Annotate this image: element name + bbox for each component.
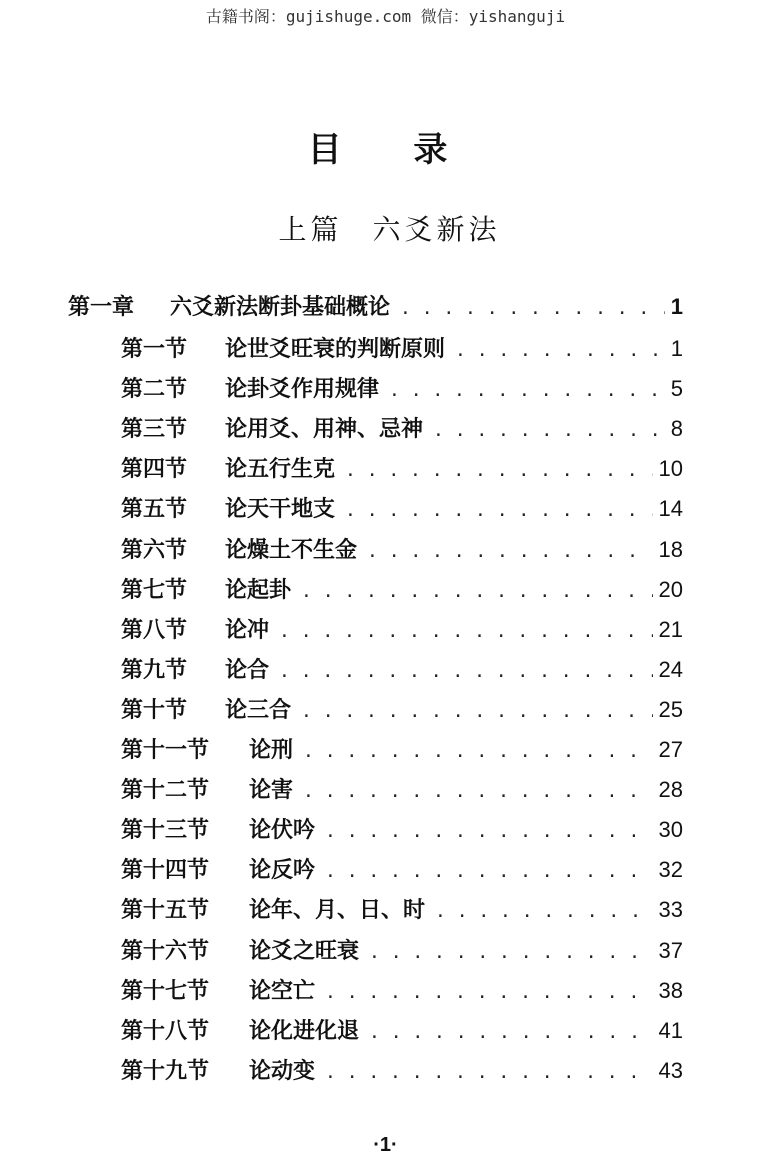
leader-dots [433, 414, 665, 448]
section-page: 25 [658, 696, 683, 722]
toc-section-entry [121, 853, 683, 887]
leader-dots [367, 535, 653, 569]
section-label: 第十五节 [121, 897, 210, 924]
toc-section-entry [121, 1014, 683, 1048]
section-title: 论害 [249, 777, 294, 804]
section-title: 论冲 [225, 616, 270, 643]
section-label: 第十七节 [121, 977, 210, 1004]
toc-section-entry [121, 372, 683, 406]
part-name: 六爻新法 [372, 213, 501, 246]
section-title: 论伏吟 [249, 817, 316, 844]
section-title: 论合 [225, 656, 270, 683]
section-page: 33 [658, 897, 683, 923]
toc-section-entry [121, 533, 683, 567]
leader-dots [435, 895, 653, 929]
section-title: 论起卦 [225, 576, 292, 603]
section-label: 第四节 [121, 456, 188, 483]
section-title: 论空亡 [249, 977, 316, 1004]
section-label: 第三节 [121, 416, 188, 443]
section-page: 27 [658, 737, 683, 762]
section-page: 43 [658, 1057, 683, 1083]
leader-dots [400, 292, 665, 326]
section-title: 论动变 [249, 1057, 316, 1084]
section-label: 第七节 [121, 576, 188, 603]
section-label: 第二节 [121, 376, 188, 403]
section-label: 第五节 [121, 496, 188, 523]
toc-section-entry [121, 613, 683, 647]
toc-section-entry [121, 412, 683, 446]
section-page: 21 [658, 616, 683, 642]
toc-section-entry [121, 1054, 683, 1088]
section-page: 24 [658, 656, 683, 682]
part-heading [0, 208, 771, 248]
part-label: 上篇 [278, 213, 343, 246]
section-label: 第十九节 [121, 1057, 210, 1084]
section-title: 论燥土不生金 [225, 536, 358, 563]
section-title: 论用爻、用神、忌神 [225, 416, 424, 443]
section-label: 第九节 [121, 656, 188, 683]
section-title: 论五行生克 [225, 456, 336, 483]
leader-dots [369, 936, 653, 970]
toc-section-entry [121, 693, 683, 727]
toc-section-entry [121, 974, 683, 1008]
toc-section-entry [121, 773, 683, 807]
toc-section-entry [121, 573, 683, 607]
page-title: 目 录 [307, 130, 478, 170]
section-label: 第十节 [121, 696, 188, 723]
section-title: 论化进化退 [249, 1017, 360, 1044]
leader-dots [279, 615, 653, 649]
leader-dots [303, 775, 653, 809]
leader-dots [345, 494, 653, 528]
toc-section-entry [121, 733, 683, 767]
section-title: 论卦爻作用规律 [225, 376, 380, 403]
leader-dots [301, 695, 653, 729]
leader-dots [301, 575, 653, 609]
toc-section-entry [121, 492, 683, 526]
chapter-label: 第一章 [68, 295, 135, 320]
section-title: 论刑 [249, 737, 294, 763]
section-label: 第十三节 [121, 817, 210, 844]
leader-dots [325, 976, 653, 1010]
section-title: 论年、月、日、时 [249, 897, 426, 924]
leader-dots [345, 454, 653, 488]
section-label: 第十一节 [121, 737, 210, 763]
section-page: 38 [658, 977, 683, 1003]
section-title: 论天干地支 [225, 496, 336, 523]
section-title: 论世爻旺衰的判断原则 [225, 336, 446, 362]
section-page: 18 [658, 536, 683, 562]
section-title: 论三合 [225, 696, 292, 723]
section-page: 5 [670, 376, 683, 402]
leader-dots [279, 655, 653, 689]
leader-dots [303, 735, 653, 769]
leader-dots [325, 1056, 653, 1090]
section-label: 第八节 [121, 616, 188, 643]
leader-dots [325, 815, 653, 849]
leader-dots [389, 374, 665, 408]
toc-section-entry [121, 452, 683, 486]
section-label: 第十六节 [121, 937, 210, 964]
section-page: 8 [670, 416, 683, 442]
leader-dots [455, 334, 665, 368]
leader-dots [369, 1016, 653, 1050]
section-label: 第六节 [121, 536, 188, 563]
section-label: 第十四节 [121, 857, 210, 884]
chapter-page: 1 [670, 294, 683, 319]
section-page: 30 [658, 817, 683, 843]
section-label: 第十八节 [121, 1017, 210, 1044]
section-page: 37 [658, 937, 683, 963]
leader-dots [325, 855, 653, 889]
section-title: 论爻之旺衰 [249, 937, 360, 964]
toc-chapter-entry [68, 290, 683, 324]
section-label: 第一节 [121, 336, 188, 362]
section-title: 论反吟 [249, 857, 316, 884]
section-page: 41 [658, 1017, 683, 1043]
section-page: 1 [670, 336, 683, 361]
toc-section-entry [121, 893, 683, 927]
chapter-title: 六爻新法断卦基础概论 [170, 295, 391, 320]
section-page: 20 [658, 576, 683, 602]
section-page: 32 [658, 857, 683, 883]
section-page: 28 [658, 777, 683, 803]
section-label: 第十二节 [121, 777, 210, 804]
section-page: 14 [658, 496, 683, 522]
section-page: 10 [658, 456, 683, 482]
toc-section-entry [121, 813, 683, 847]
toc-section-entry [121, 934, 683, 968]
page-number: ·1· [373, 1134, 398, 1156]
watermark-text: 古籍书阁：gujishuge.com 微信：yishanguji [205, 7, 566, 26]
toc-section-entry [121, 653, 683, 687]
toc-section-entry [121, 332, 683, 366]
